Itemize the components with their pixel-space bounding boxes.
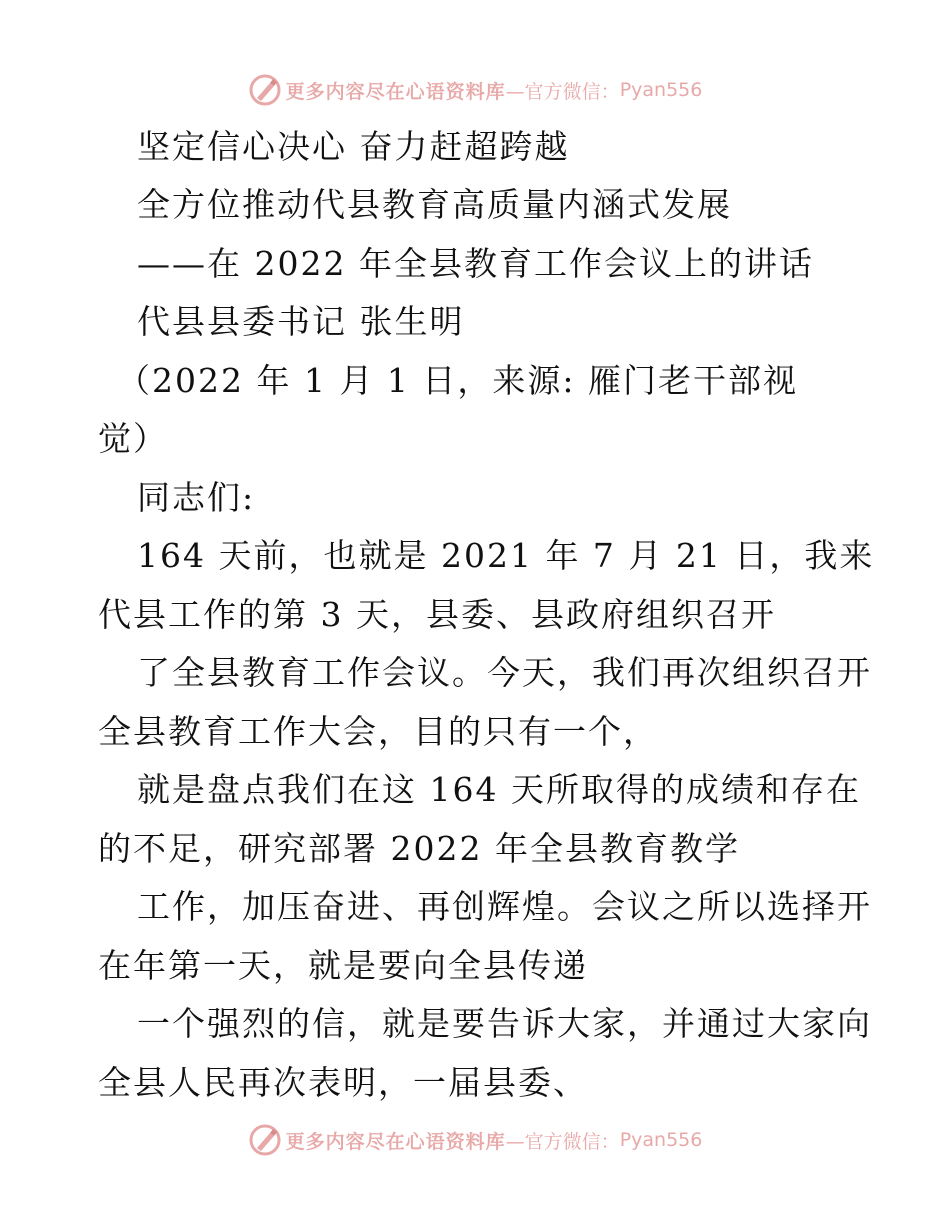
paragraph-line: 全县教育工作大会，目的只有一个， bbox=[98, 712, 658, 751]
paragraph-line: 就是盘点我们在这 164 天所取得的成绩和存在 bbox=[137, 770, 861, 809]
date-source-line-cont: 觉） bbox=[98, 419, 168, 458]
pen-logo-icon bbox=[248, 73, 282, 107]
watermark-wechat-id: Pyan556 bbox=[619, 1129, 703, 1151]
title-line-2: 全方位推动代县教育高质量内涵式发展 bbox=[137, 185, 732, 224]
paragraph-line: 全县人民再次表明，一届县委、 bbox=[98, 1063, 588, 1102]
header-watermark bbox=[0, 70, 950, 110]
title-line-1: 坚定信心决心 奋力赶超跨越 bbox=[137, 127, 570, 166]
paragraph-line: 在年第一天，就是要向全县传递 bbox=[98, 946, 588, 985]
watermark-separator: —官方微信： bbox=[505, 80, 620, 103]
subtitle-line: ——在 2022 年全县教育工作会议上的讲话 bbox=[137, 244, 814, 283]
salutation-line: 同志们: bbox=[137, 478, 256, 517]
paragraph-line: 工作，加压奋进、再创辉煌。会议之所以选择开 bbox=[137, 887, 872, 926]
date-source-line: （2022 年 1 月 1 日，来源: 雁门老干部视 bbox=[117, 361, 799, 400]
paragraph-line: 164 天前，也就是 2021 年 7 月 21 日，我来 bbox=[137, 536, 875, 575]
watermark-wechat-id: Pyan556 bbox=[619, 79, 703, 101]
footer-watermark bbox=[0, 1120, 950, 1160]
watermark-main-text: 更多内容尽在心语资料库 bbox=[285, 1130, 506, 1153]
watermark-separator: —官方微信： bbox=[505, 1130, 620, 1153]
watermark-main-text: 更多内容尽在心语资料库 bbox=[285, 80, 506, 103]
pen-logo-icon bbox=[248, 1123, 282, 1157]
paragraph-line: 了全县教育工作会议。今天，我们再次组织召开 bbox=[137, 653, 872, 692]
paragraph-line: 代县工作的第 3 天，县委、县政府组织召开 bbox=[98, 595, 776, 634]
paragraph-line: 一个强烈的信，就是要告诉大家，并通过大家向 bbox=[137, 1004, 872, 1043]
author-line: 代县县委书记 张生明 bbox=[137, 302, 465, 341]
paragraph-line: 的不足，研究部署 2022 年全县教育教学 bbox=[98, 829, 740, 868]
